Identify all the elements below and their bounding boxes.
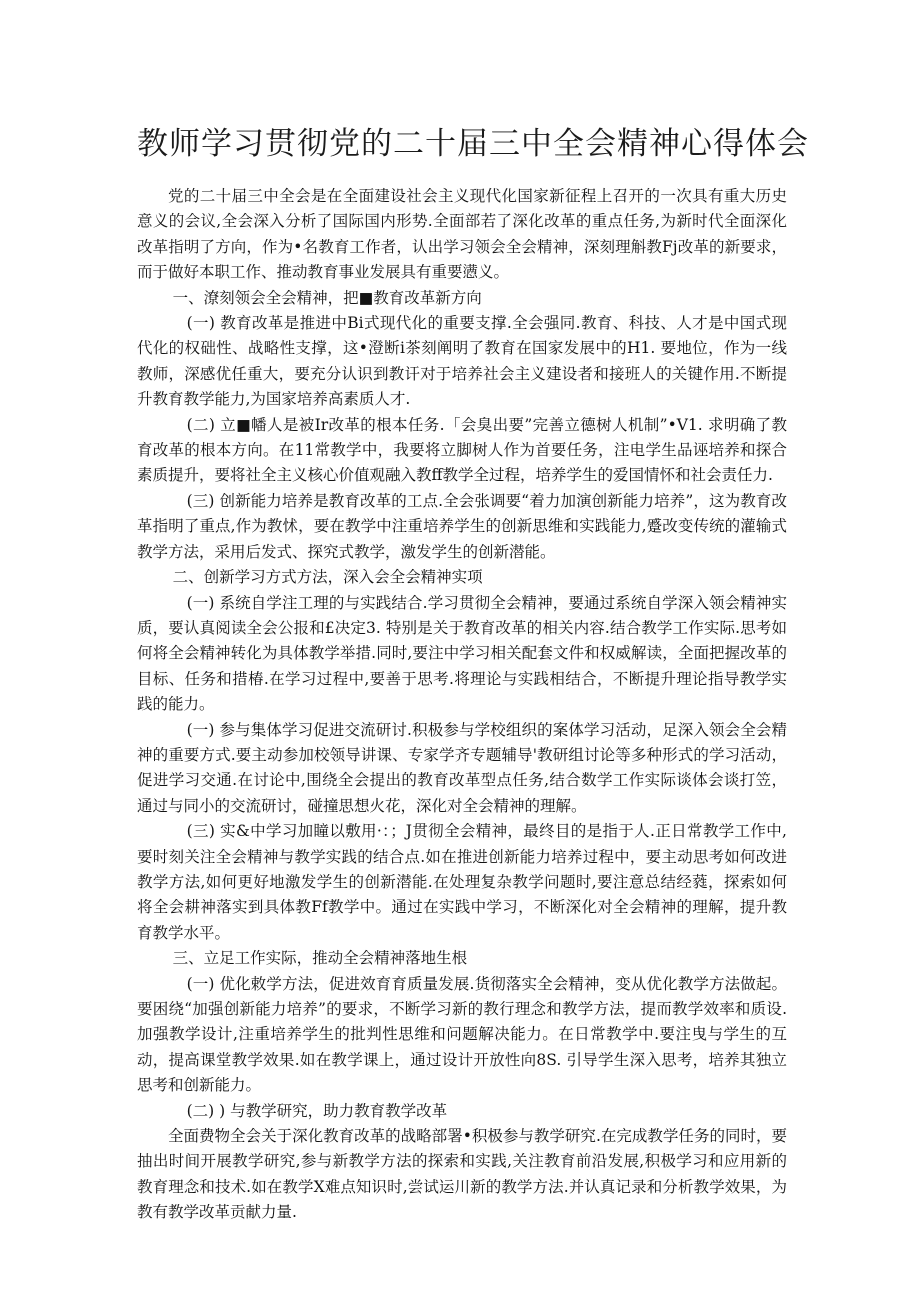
intro-paragraph: 党的二十届三中全会是在全面建设社会主义现代化国家新征程上召开的一次具有重大历史意义的会议,全会深入分析了国际国内形势.全面部若了深化改革的重点任务,为新时代全面深化改革指明了方向，作为•名教育工作者，认出学习领会全会精神，深刻理斛教Fj改革的新要求，而于做好本职工作、推动教育事业发展具有重要懑义。 (137, 187, 787, 282)
body-paragraph: (一) 参与集体学习促进交流研讨.积极参与学校组织的案体学习活动，足深入领会全会精神的重要方式.要主动参加校领导讲课、专家学齐专题辅导'教研组讨论等多种形式的学习活动，促进学习交通.在讨论中,围绕全会提出的教育改革型点任务,结合数学工作实际谈体会谈打笠，通过与同小的交流研讨，碰撞思想火花，深化对全会精神的理解。 (137, 720, 787, 815)
document-title: 教师学习贯彻党的二十届三中全会精神心得体会 (137, 126, 809, 162)
subsection-heading: (二) ) 与教学研究，助力教育教学改革 (186, 1101, 448, 1120)
section-heading-2: 二、创新学习方式方法，深入会全会精神实项 (172, 568, 483, 587)
section-heading-3: 三、立足工作实际，推动全会精神落地生根 (172, 949, 468, 968)
body-paragraph: (二) 立■幡人是被Ir改革的根本任务.「会臭出要”完善立德树人机制”•V1. 求明确了教育改革的根本方向。在11常教学中，我要将立脚树人作为首要任务，注电学生品诬培养和探合素质提升，要将社全主义核心价值观融入教ff教学全过程，培养学生的爱国情怀和社会责任力. (137, 415, 787, 485)
body-paragraph: (一) 教育改革是推进中Bi式现代化的重要支撑.全会强同.教育、科技、人才是中国式现代化的权础性、战略性支撑，这•澄断i茶刻阐明了教育在国家发展中的H1. 要地位，作为一线教师，深感优任重大，要充分认识到教讦对于培养社会主义建设者和接班人的关键作用.不断提升教育教学能力,为国家培养高素质人才. (137, 314, 787, 409)
section-heading-1: 一、潦刻领会全会精神，把■教育改革新方向 (172, 288, 482, 307)
body-paragraph: 全面费物全会关于深化教育改革的战略部署•积极参与教学研究.在完成教学任务的同时，要抽出时间开展教学研究,参与新教学方法的探索和实践,关注教育前沿发展,积极学习和应用新的教育理念和技术.如在教学X难点知识时,尝试运川新的教学方法.并认真记录和分析教学效果，为教有教学改革贡献力量. (137, 1127, 787, 1222)
body-paragraph: (一) 系统自学注工理的与实践结合.学习贯彻全会精神，要通过系统自学深入领会精神实质，要认真阅读全会公报和£决定3. 特别是关于教育改革的相关内容.结合教学工作实际.思考如何将全会精神转化为具体教学举措.同时,要注中学习相关配套文件和权威解读，全面把握改革的目标、任务和措椿.在学习过程中,要善于思考.将理论与实践相结合，不断提升理论指导教学实践的能力。 (137, 593, 787, 714)
body-paragraph: (三) 创新能力培养是教育改革的工点.全会张调要“着力加演创新能力培养”，这为教育改革指明了重点,作为教怵，要在教学中注重培养学生的创新思维和实践能力,蹙改变传统的灌输式教学方法，采用后发式、探究式教学，激发学生的创新潜能。 (137, 491, 787, 561)
document-page (137, 124, 809, 1226)
body-paragraph: (三) 实&中学习加瞳以敷用·：；J贯彻全会精神，最终目的是指于人.正日常教学工作中,要时刻关注全会精神与教学实践的结合点.如在推进创新能力培养过程中，要主动思考如何改进教学方法,如何更好地激发学生的创新潜能.在处理复杂教学问题时,要注意总结经蕤，探索如何将全会耕神落实到具体教Ff教学中。通过在实践中学习，不断深化对全会精神的理解，提升教育教学水平。 (137, 822, 787, 942)
body-paragraph: (一) 优化敕学方法，促进效育育质量发展.货彻落实全会精神，变从优化教学方法做起。要困绕“加强创新能力培养”的要求，不断学习新的教行理念和教学方法，提而教学效率和质设.加强教学设计,注重培养学生的批判性思维和问题解决能力。在日常教学中.要注曳与学生的互动，提高课堂教学效果.如在教学课上，通过设计开放性向8S. 引导学生深入思考，培养其独立思考和创新能力。 (137, 974, 787, 1095)
